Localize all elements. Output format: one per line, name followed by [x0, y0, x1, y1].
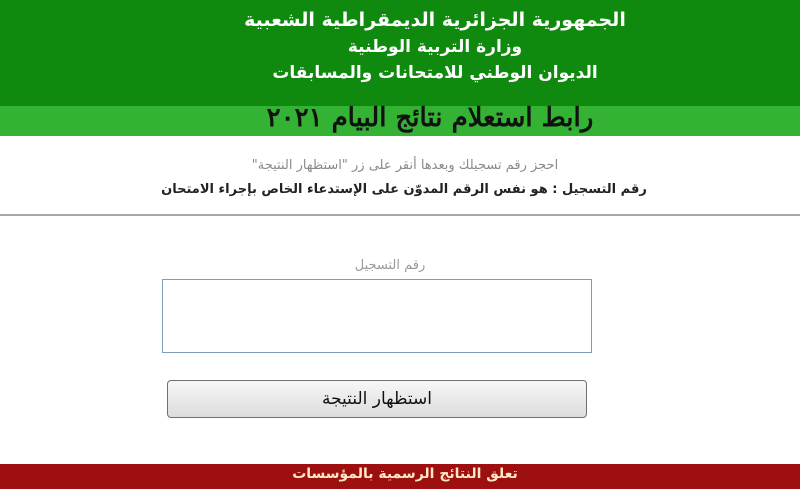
page-title: رابط استعلام نتائج البيام ٢٠٢١	[266, 103, 594, 133]
bottom-spacer	[0, 489, 800, 500]
registration-number-input[interactable]	[162, 279, 592, 353]
show-result-button[interactable]: استظهار النتيجة	[167, 380, 587, 418]
registration-note: رقم التسجيل : هو نفس الرقم المدوّن على الإستدعاء الخاص بإجراء الامتحان	[161, 182, 647, 197]
instructions-panel	[0, 136, 800, 216]
search-form	[0, 216, 800, 456]
instruction-hint: احجز رقم تسجيلك وبعدها أنقر على زر "استظهار النتيجة"	[251, 158, 559, 173]
ministry-name: وزارة التربية الوطنية	[347, 37, 523, 57]
republic-name: الجمهورية الجزائرية الديمقراطية الشعبية	[244, 9, 626, 31]
registration-number-label: رقم التسجيل	[354, 258, 426, 273]
header-banner	[0, 0, 800, 106]
office-name: الديوان الوطني للامتحانات والمسابقات	[272, 63, 598, 83]
footer-notice: تعلق النتائج الرسمية بالمؤسسات	[292, 466, 518, 482]
